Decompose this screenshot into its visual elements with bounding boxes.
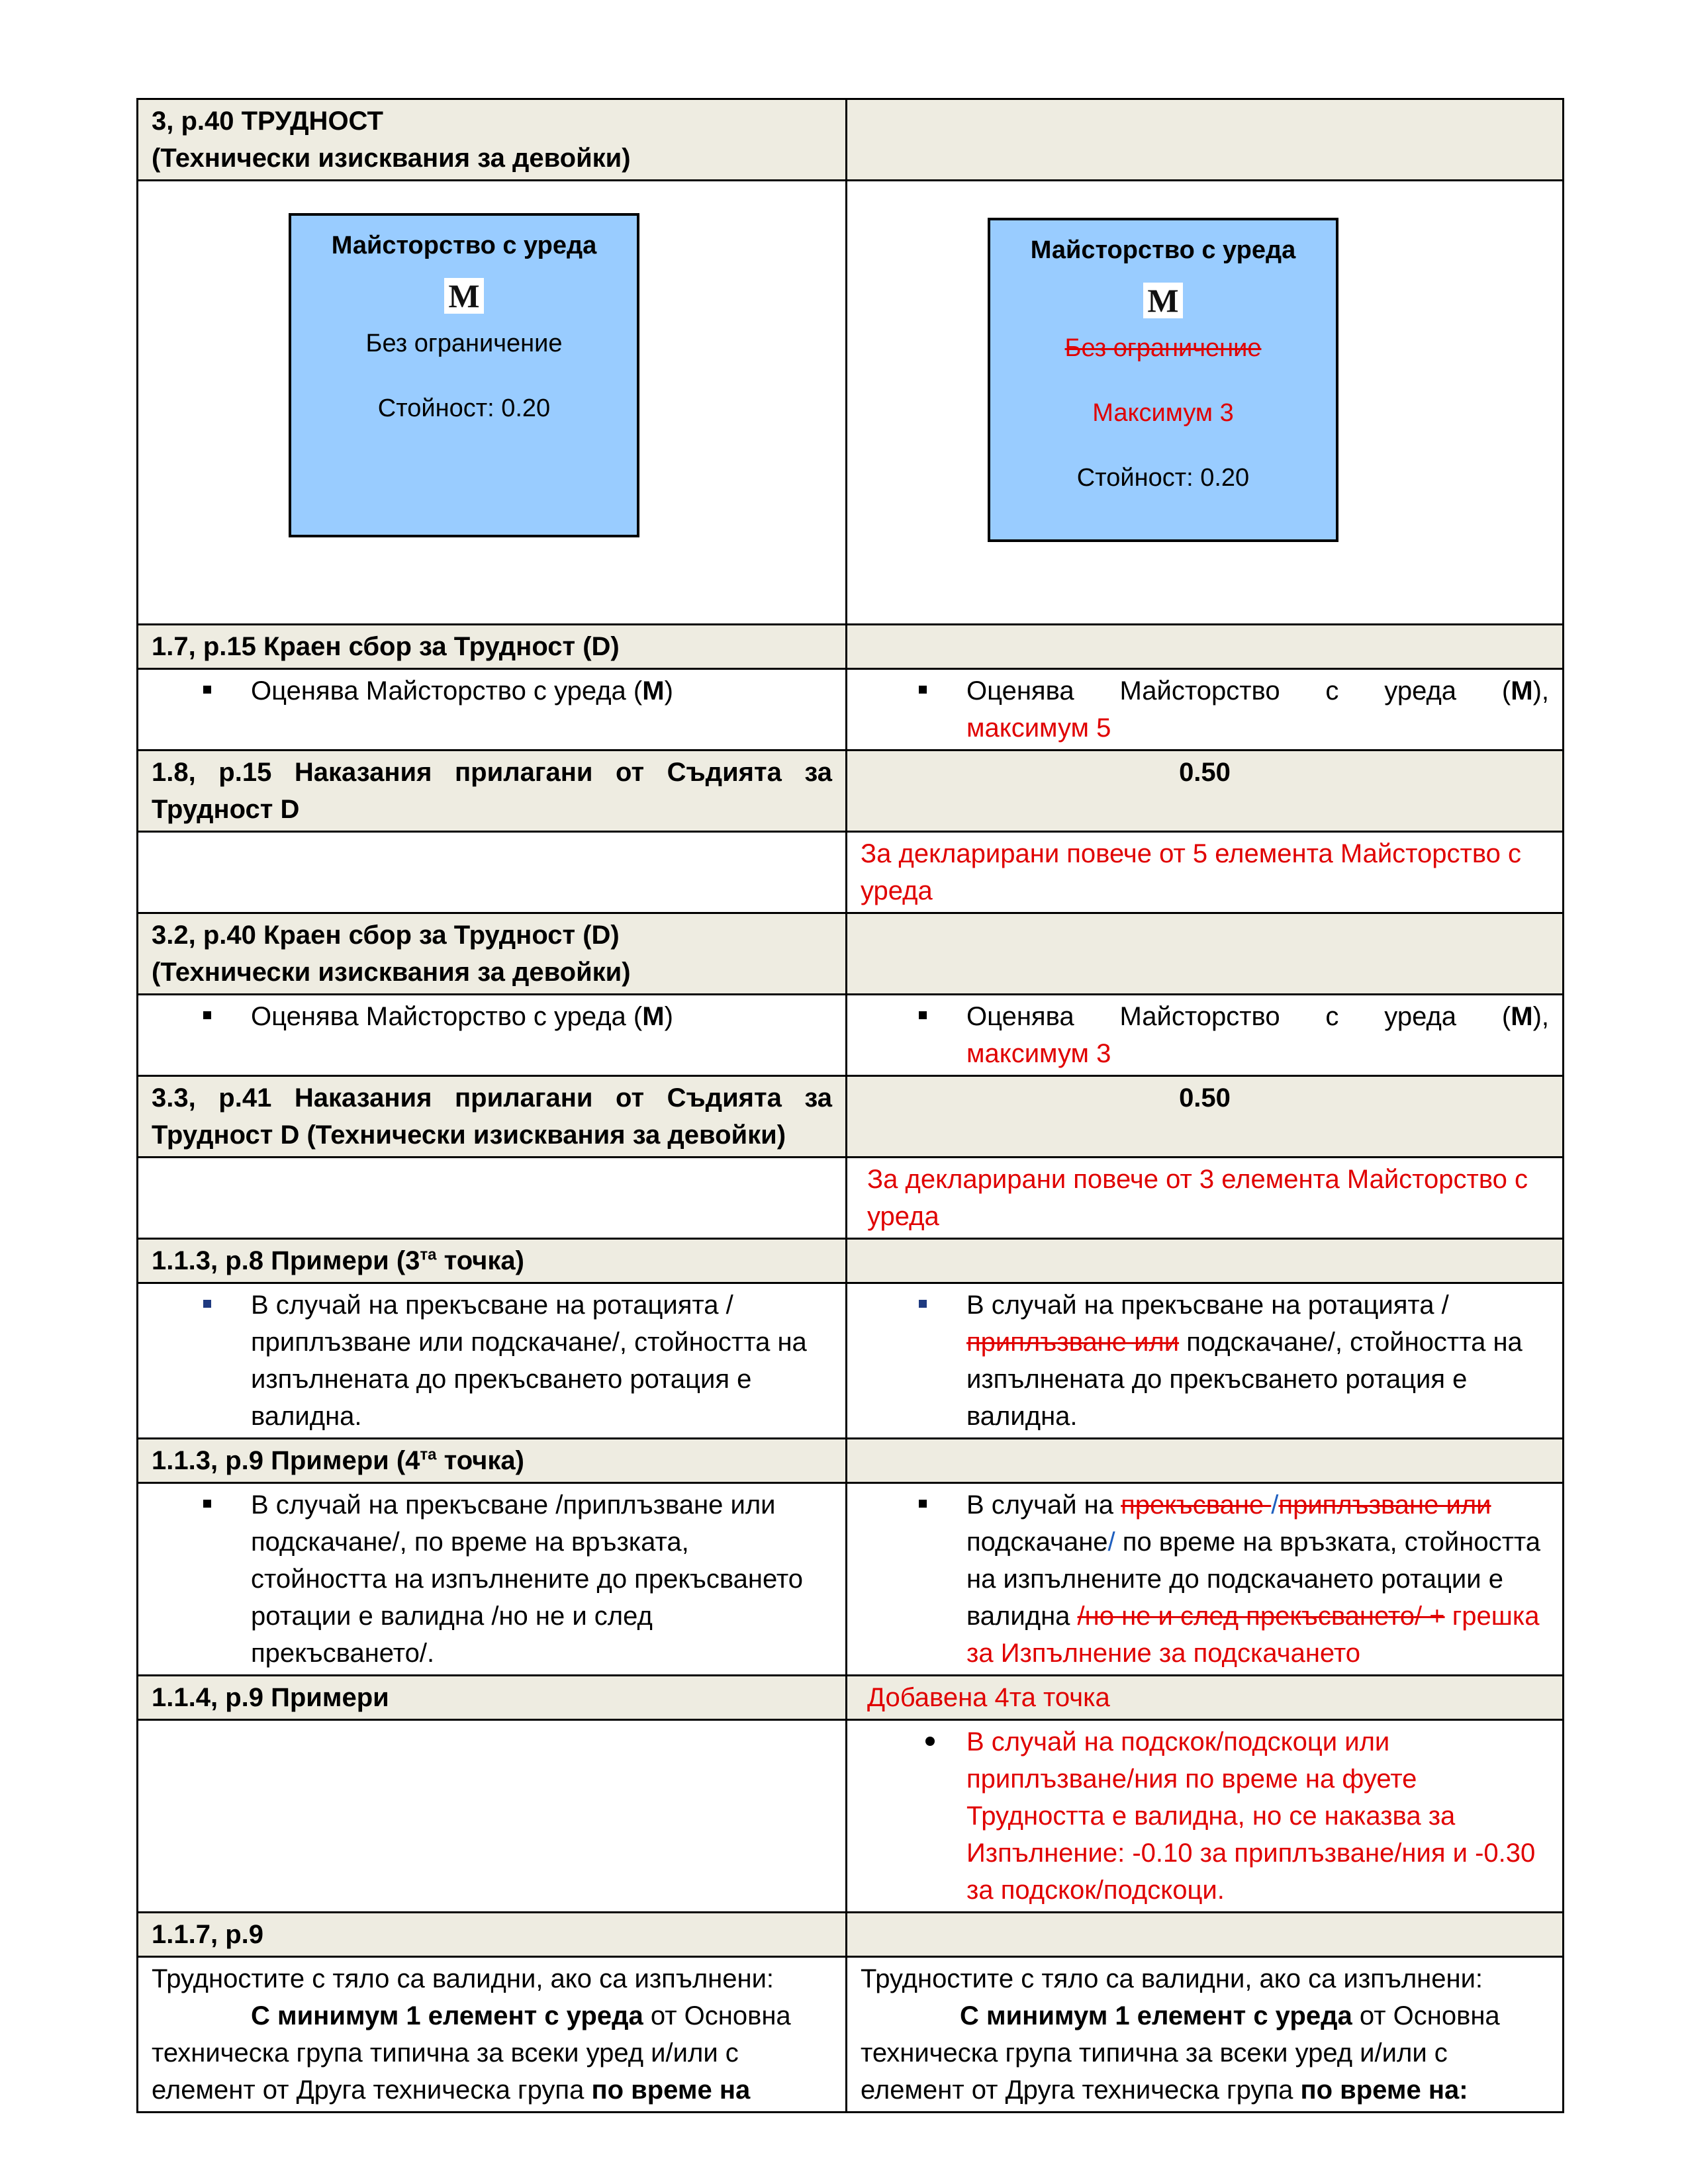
bullet-list bbox=[861, 1486, 1549, 1672]
item-bold: M bbox=[642, 1002, 665, 1031]
item-text: Оценява Майсторство с уреда ( bbox=[251, 1002, 643, 1031]
box-cell-left bbox=[138, 181, 847, 625]
item-text: В случай на прекъсване на ротацията / bbox=[966, 1291, 1449, 1320]
cell-old bbox=[138, 1483, 847, 1676]
comparison-table bbox=[136, 98, 1564, 2113]
item-text: подскачане/, стойността на изпълнената до прекъсването ротация е валидна. bbox=[966, 1328, 1523, 1431]
section-heading: 1.8, p.15 Наказания прилагани от Съдията за Трудност D bbox=[138, 751, 847, 832]
heading-text: точка) bbox=[436, 1246, 524, 1275]
table-row bbox=[138, 1239, 1564, 1283]
cell-new bbox=[847, 995, 1564, 1076]
section-heading: 1.7, p.15 Краен сбор за Трудност (D) bbox=[138, 625, 847, 669]
item-struck-text: прекъсване bbox=[1121, 1490, 1272, 1520]
paragraph-bold: по време на: bbox=[1300, 2075, 1468, 2105]
section-heading bbox=[138, 1439, 847, 1483]
list-item bbox=[966, 1486, 1549, 1672]
paragraph-line: Трудностите с тяло са валидни, ако са изпълнени: bbox=[152, 1964, 774, 1993]
table-row bbox=[138, 1957, 1564, 2113]
list-item: В случай на подскок/подскоци или приплъзване/ния по време на фуете Трудността е валидна, но се наказва за Изпълнение: -0.10 за приплъзване/ния и -0.30 за подскок/подскоци. bbox=[966, 1723, 1549, 1909]
document-page bbox=[136, 98, 1562, 2113]
bullet-list bbox=[861, 1723, 1549, 1909]
bullet-list bbox=[152, 672, 832, 709]
table-row bbox=[138, 751, 1564, 832]
heading-sup: та bbox=[420, 1246, 437, 1264]
item-text: Оценява Майсторство с уреда ( bbox=[966, 676, 1511, 705]
item-new-text: грешка за Изпълнение за подскачането bbox=[966, 1602, 1540, 1668]
paragraph-text: от Основна техническа група типична за всеки уред и/или с елемент от Друга техническа група bbox=[861, 2001, 1500, 2105]
bullet-list bbox=[152, 1287, 832, 1435]
box-limit-new: Максимум 3 bbox=[1092, 399, 1234, 427]
table-row bbox=[138, 1483, 1564, 1676]
empty-cell bbox=[847, 1439, 1564, 1483]
box-value-text: Стойност: 0.20 bbox=[1076, 464, 1250, 492]
cell-new: Добавена 4та точка bbox=[847, 1676, 1564, 1720]
table-row bbox=[138, 99, 1564, 181]
table-row bbox=[138, 832, 1564, 913]
list-item bbox=[251, 672, 832, 709]
box-value-text: Стойност: 0.20 bbox=[377, 394, 551, 422]
paragraph-text: от Основна техническа група типична за всеки уред и/или с елемент от Друга техническа група bbox=[152, 2001, 791, 2105]
table-row bbox=[138, 1913, 1564, 1957]
m-symbol-icon: M bbox=[444, 278, 484, 314]
cell-new bbox=[847, 1283, 1564, 1439]
item-blue-text: / bbox=[1107, 1527, 1115, 1557]
table-row bbox=[138, 1283, 1564, 1439]
paragraph bbox=[152, 1997, 832, 2109]
heading-line: (Технически изисквания за девойки) bbox=[152, 958, 631, 987]
item-text: В случай на bbox=[966, 1490, 1121, 1520]
item-text: Оценява Майсторство с уреда ( bbox=[966, 1002, 1511, 1031]
mastery-box-new bbox=[988, 218, 1338, 542]
heading-text: точка) bbox=[436, 1446, 524, 1475]
section-heading bbox=[138, 913, 847, 995]
table-row bbox=[138, 669, 1564, 751]
heading-line: 3, p.40 ТРУДНОСТ bbox=[152, 107, 383, 136]
penalty-value: 0.50 bbox=[847, 1076, 1564, 1158]
empty-cell bbox=[138, 1158, 847, 1239]
box-cell-right bbox=[847, 181, 1564, 625]
box-title: Майсторство с уреда bbox=[331, 232, 597, 259]
section-heading: 1.1.7, p.9 bbox=[138, 1913, 847, 1957]
item-struck-text: приплъзване или bbox=[1278, 1490, 1491, 1520]
item-text: ) bbox=[664, 676, 673, 705]
cell-old bbox=[138, 1957, 847, 2113]
section-heading: 1.1.4, p.9 Примери bbox=[138, 1676, 847, 1720]
bullet-list bbox=[152, 998, 832, 1035]
empty-cell bbox=[847, 625, 1564, 669]
item-text: подскачане bbox=[966, 1527, 1108, 1557]
empty-cell bbox=[138, 1720, 847, 1913]
cell-new bbox=[847, 1720, 1564, 1913]
penalty-value: 0.50 bbox=[847, 751, 1564, 832]
box-limit-struck: Без ограничение bbox=[1064, 334, 1262, 362]
item-bold: M bbox=[1511, 676, 1533, 705]
empty-cell bbox=[847, 1239, 1564, 1283]
bullet-list bbox=[152, 1486, 832, 1672]
table-row bbox=[138, 1439, 1564, 1483]
cell-new: За декларирани повече от 3 елемента Майсторство с уреда bbox=[847, 1158, 1564, 1239]
cell-old bbox=[138, 995, 847, 1076]
cell-new bbox=[847, 1483, 1564, 1676]
paragraph-bold: С минимум 1 елемент с уреда bbox=[251, 2001, 643, 2030]
box-limit-text: Без ограничение bbox=[365, 330, 563, 357]
section-heading bbox=[138, 99, 847, 181]
item-struck-text: /но не и след прекъсването/ + bbox=[1077, 1602, 1445, 1631]
section-heading bbox=[138, 1239, 847, 1283]
list-item: В случай на прекъсване /приплъзване или подскачане/, по време на връзката, стойността на изпълнените до прекъсването ротации е валидна /но не и след прекъсването/. bbox=[251, 1486, 832, 1672]
table-row bbox=[138, 995, 1564, 1076]
table-row bbox=[138, 1076, 1564, 1158]
cell-old bbox=[138, 1283, 847, 1439]
heading-sup: та bbox=[420, 1445, 437, 1464]
empty-cell bbox=[847, 99, 1564, 181]
empty-cell bbox=[847, 1913, 1564, 1957]
cell-new bbox=[847, 1957, 1564, 2113]
item-new-text: максимум 3 bbox=[966, 1039, 1111, 1068]
cell-old bbox=[138, 669, 847, 751]
table-row bbox=[138, 913, 1564, 995]
m-symbol-icon: M bbox=[1143, 283, 1183, 318]
empty-cell bbox=[847, 913, 1564, 995]
item-text: Оценява Майсторство с уреда ( bbox=[251, 676, 643, 705]
bullet-list bbox=[861, 1287, 1549, 1435]
table-row bbox=[138, 1720, 1564, 1913]
heading-line: (Технически изисквания за девойки) bbox=[152, 144, 631, 173]
item-text: ), bbox=[1532, 676, 1549, 705]
bullet-list bbox=[861, 998, 1549, 1072]
item-new-text: максимум 5 bbox=[966, 713, 1111, 743]
item-bold: M bbox=[1511, 1002, 1533, 1031]
item-text: по време на връзката, стойността на изпълнените до подскачането ротации е валидна bbox=[966, 1527, 1541, 1631]
cell-new bbox=[847, 669, 1564, 751]
list-item bbox=[251, 998, 832, 1035]
table-row bbox=[138, 1676, 1564, 1720]
table-row bbox=[138, 625, 1564, 669]
item-text: ) bbox=[664, 1002, 673, 1031]
paragraph-bold: С минимум 1 елемент с уреда bbox=[960, 2001, 1352, 2030]
mastery-box-old bbox=[289, 213, 639, 537]
list-item bbox=[966, 1287, 1549, 1435]
item-blue-text: / bbox=[1271, 1490, 1279, 1520]
cell-new: За декларирани повече от 5 елемента Майсторство с уреда bbox=[847, 832, 1564, 913]
item-bold: M bbox=[642, 676, 665, 705]
item-line bbox=[966, 998, 1549, 1035]
heading-line: 3.2, p.40 Краен сбор за Трудност (D) bbox=[152, 921, 620, 950]
section-heading: 3.3, p.41 Наказания прилагани от Съдията за Трудност D (Технически изисквания за девойки) bbox=[138, 1076, 847, 1158]
heading-text: 1.1.3, p.9 Примери (4 bbox=[152, 1446, 420, 1475]
table-row bbox=[138, 181, 1564, 625]
item-text: ), bbox=[1532, 1002, 1549, 1031]
paragraph-bold: по време на bbox=[591, 2075, 751, 2105]
list-item bbox=[966, 998, 1549, 1072]
empty-cell bbox=[138, 832, 847, 913]
paragraph-line: Трудностите с тяло са валидни, ако са изпълнени: bbox=[861, 1964, 1483, 1993]
table-row bbox=[138, 1158, 1564, 1239]
bullet-list bbox=[861, 672, 1549, 747]
heading-text: 1.1.3, p.8 Примери (3 bbox=[152, 1246, 420, 1275]
item-line bbox=[966, 672, 1549, 709]
list-item: В случай на прекъсване на ротацията /приплъзване или подскачане/, стойността на изпълнената до прекъсването ротация е валидна. bbox=[251, 1287, 832, 1435]
paragraph bbox=[861, 1997, 1549, 2109]
box-title: Майсторство с уреда bbox=[1030, 236, 1296, 264]
item-struck-text: приплъзване или bbox=[966, 1328, 1180, 1357]
list-item bbox=[966, 672, 1549, 747]
